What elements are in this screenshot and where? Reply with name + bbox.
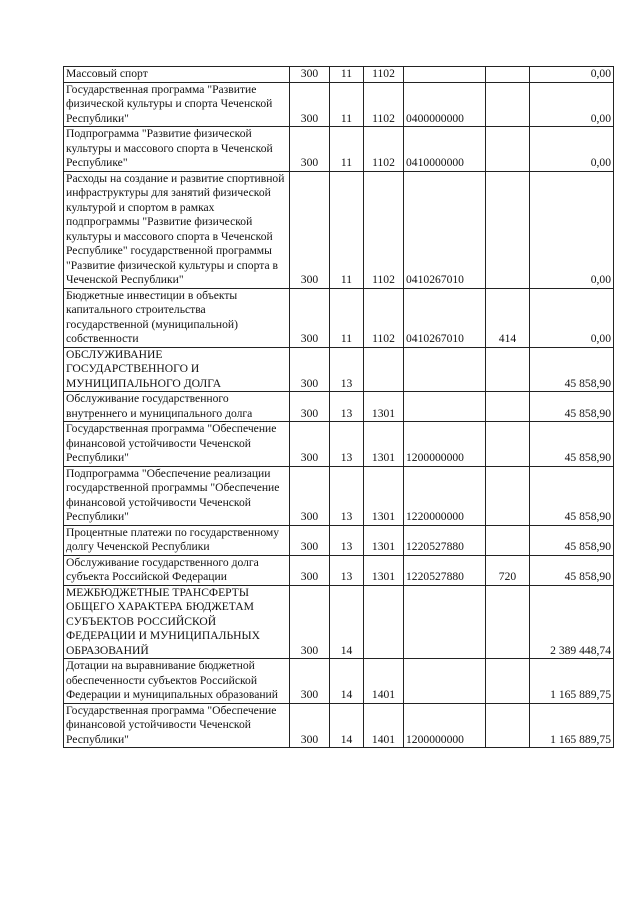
podrazdel-code-cell: 1102 [364, 82, 404, 127]
podrazdel-code-cell: 1301 [364, 555, 404, 585]
csr-code-cell [404, 67, 486, 83]
podrazdel-code-cell [364, 347, 404, 392]
razdel-code-cell: 13 [330, 555, 364, 585]
row-name-cell: Бюджетные инвестиции в объекты капитального строительства государственной (муниципальной) собственности [64, 288, 290, 347]
row-name-cell: Дотации на выравнивание бюджетной обеспеченности субъектов Российской Федерации и муниципальных образований [64, 659, 290, 704]
amount-cell: 1 165 889,75 [530, 703, 614, 748]
row-name-cell: МЕЖБЮДЖЕТНЫЕ ТРАНСФЕРТЫ ОБЩЕГО ХАРАКТЕРА БЮДЖЕТАМ СУБЪЕКТОВ РОССИЙСКОЙ ФЕДЕРАЦИИ И МУНИЦИПАЛЬНЫХ ОБРАЗОВАНИЙ [64, 585, 290, 659]
row-name-cell: Государственная программа "Обеспечение финансовой устойчивости Чеченской Республики" [64, 703, 290, 748]
csr-code-cell [404, 659, 486, 704]
amount-cell: 45 858,90 [530, 555, 614, 585]
podrazdel-code-cell: 1401 [364, 659, 404, 704]
razdel-code-cell: 13 [330, 422, 364, 467]
razdel-code-cell: 13 [330, 466, 364, 525]
vr-code-cell: 414 [486, 288, 530, 347]
vr-code-cell [486, 525, 530, 555]
glava-code-cell: 300 [290, 288, 330, 347]
csr-code-cell: 1200000000 [404, 703, 486, 748]
razdel-code-cell: 13 [330, 392, 364, 422]
row-name-cell: ОБСЛУЖИВАНИЕ ГОСУДАРСТВЕННОГО И МУНИЦИПАЛЬНОГО ДОЛГА [64, 347, 290, 392]
vr-code-cell [486, 392, 530, 422]
csr-code-cell: 1200000000 [404, 422, 486, 467]
razdel-code-cell: 11 [330, 171, 364, 288]
vr-code-cell: 720 [486, 555, 530, 585]
vr-code-cell [486, 585, 530, 659]
amount-cell: 45 858,90 [530, 392, 614, 422]
vr-code-cell [486, 171, 530, 288]
glava-code-cell: 300 [290, 422, 330, 467]
table-row [64, 67, 614, 83]
csr-code-cell: 0410267010 [404, 288, 486, 347]
table-row [64, 171, 614, 288]
table-row [64, 127, 614, 172]
csr-code-cell [404, 347, 486, 392]
vr-code-cell [486, 67, 530, 83]
podrazdel-code-cell: 1102 [364, 67, 404, 83]
vr-code-cell [486, 659, 530, 704]
table-row [64, 555, 614, 585]
table-row [64, 659, 614, 704]
row-name-cell: Подпрограмма "Развитие физической культуры и массового спорта в Чеченской Республике" [64, 127, 290, 172]
podrazdel-code-cell: 1301 [364, 422, 404, 467]
razdel-code-cell: 11 [330, 127, 364, 172]
amount-cell: 45 858,90 [530, 466, 614, 525]
amount-cell: 45 858,90 [530, 347, 614, 392]
csr-code-cell: 0410267010 [404, 171, 486, 288]
amount-cell: 45 858,90 [530, 525, 614, 555]
amount-cell: 0,00 [530, 288, 614, 347]
razdel-code-cell: 14 [330, 659, 364, 704]
row-name-cell: Обслуживание государственного долга субъекта Российской Федерации [64, 555, 290, 585]
table-row [64, 525, 614, 555]
razdel-code-cell: 11 [330, 67, 364, 83]
razdel-code-cell: 13 [330, 347, 364, 392]
glava-code-cell: 300 [290, 392, 330, 422]
podrazdel-code-cell [364, 585, 404, 659]
csr-code-cell: 1220527880 [404, 525, 486, 555]
csr-code-cell: 0400000000 [404, 82, 486, 127]
amount-cell: 45 858,90 [530, 422, 614, 467]
podrazdel-code-cell: 1102 [364, 127, 404, 172]
budget-table [63, 66, 614, 748]
razdel-code-cell: 11 [330, 288, 364, 347]
row-name-cell: Процентные платежи по государственному долгу Чеченской Республики [64, 525, 290, 555]
table-row [64, 392, 614, 422]
table-row [64, 422, 614, 467]
csr-code-cell: 1220000000 [404, 466, 486, 525]
podrazdel-code-cell: 1301 [364, 525, 404, 555]
amount-cell: 0,00 [530, 171, 614, 288]
podrazdel-code-cell: 1401 [364, 703, 404, 748]
glava-code-cell: 300 [290, 525, 330, 555]
vr-code-cell [486, 703, 530, 748]
table-row [64, 466, 614, 525]
table-row [64, 82, 614, 127]
glava-code-cell: 300 [290, 659, 330, 704]
amount-cell: 2 389 448,74 [530, 585, 614, 659]
podrazdel-code-cell: 1301 [364, 466, 404, 525]
amount-cell: 0,00 [530, 127, 614, 172]
glava-code-cell: 300 [290, 82, 330, 127]
amount-cell: 1 165 889,75 [530, 659, 614, 704]
table-row [64, 585, 614, 659]
vr-code-cell [486, 82, 530, 127]
vr-code-cell [486, 466, 530, 525]
csr-code-cell: 1220527880 [404, 555, 486, 585]
row-name-cell: Массовый спорт [64, 67, 290, 83]
row-name-cell: Расходы на создание и развитие спортивной инфраструктуры для занятий физической культурой и спортом в рамках подпрограммы "Развитие физической культуры и массового спорта в Чеченской Республике" государственной программы "Развитие физической культуры и спорта в Чеченской Республики" [64, 171, 290, 288]
table-row [64, 347, 614, 392]
glava-code-cell: 300 [290, 703, 330, 748]
csr-code-cell [404, 585, 486, 659]
row-name-cell: Подпрограмма "Обеспечение реализации государственной программы "Обеспечение финансовой устойчивости Чеченской Республики" [64, 466, 290, 525]
vr-code-cell [486, 422, 530, 467]
row-name-cell: Государственная программа "Обеспечение финансовой устойчивости Чеченской Республики" [64, 422, 290, 467]
glava-code-cell: 300 [290, 347, 330, 392]
vr-code-cell [486, 347, 530, 392]
glava-code-cell: 300 [290, 171, 330, 288]
razdel-code-cell: 11 [330, 82, 364, 127]
csr-code-cell: 0410000000 [404, 127, 486, 172]
amount-cell: 0,00 [530, 67, 614, 83]
glava-code-cell: 300 [290, 67, 330, 83]
podrazdel-code-cell: 1102 [364, 171, 404, 288]
razdel-code-cell: 14 [330, 703, 364, 748]
podrazdel-code-cell: 1102 [364, 288, 404, 347]
razdel-code-cell: 13 [330, 525, 364, 555]
podrazdel-code-cell: 1301 [364, 392, 404, 422]
glava-code-cell: 300 [290, 127, 330, 172]
amount-cell: 0,00 [530, 82, 614, 127]
table-row [64, 703, 614, 748]
csr-code-cell [404, 392, 486, 422]
glava-code-cell: 300 [290, 466, 330, 525]
row-name-cell: Обслуживание государственного внутреннего и муниципального долга [64, 392, 290, 422]
glava-code-cell: 300 [290, 555, 330, 585]
vr-code-cell [486, 127, 530, 172]
table-row [64, 288, 614, 347]
row-name-cell: Государственная программа "Развитие физической культуры и спорта Чеченской Республики" [64, 82, 290, 127]
razdel-code-cell: 14 [330, 585, 364, 659]
glava-code-cell: 300 [290, 585, 330, 659]
